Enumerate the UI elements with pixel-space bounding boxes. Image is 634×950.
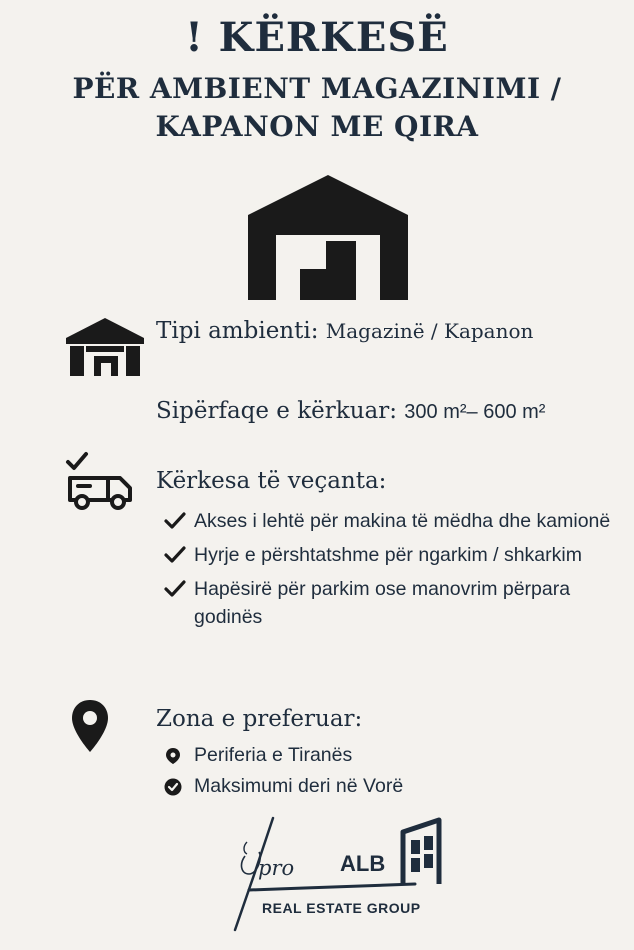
map-pin-icon [70, 698, 110, 754]
logo-pro-text: pro [258, 856, 295, 880]
type-value: Magazinë / Kapanon [325, 319, 534, 343]
requirement-text: Hyrje e përshtatshme për ngarkim / shkarkim [194, 544, 582, 566]
area-value: 300 m²– 600 m² [404, 401, 546, 423]
checkmark-icon [164, 579, 186, 599]
zone-text: Periferia e Tiranës [194, 744, 353, 766]
map-pin-icon [164, 747, 182, 765]
zone-text: Maksimumi deri në Vorë [194, 775, 404, 797]
page-title: ! KËRKESË [185, 14, 449, 61]
list-item [164, 741, 403, 769]
subtitle-line-2: KAPANON ME QIRA [155, 110, 479, 143]
requirement-text: Akses i lehtë për makina të mëdha dhe kamionë [194, 510, 611, 532]
zone-list [164, 741, 403, 803]
area-row [156, 398, 545, 424]
requirement-text: Hapësirë për parkim ose manovrim përpara godinës [194, 578, 571, 628]
warehouse-icon [66, 316, 144, 376]
list-item [164, 507, 614, 535]
checkmark-icon [164, 545, 186, 565]
check-circle-icon [164, 778, 182, 796]
warehouse-icon [248, 175, 408, 300]
requirements-heading: Kërkesa të veçanta: [156, 468, 387, 494]
list-item [164, 772, 403, 800]
type-row [156, 318, 533, 344]
requirements-list [164, 507, 614, 637]
page-subtitle [0, 70, 634, 146]
subtitle-line-1: PËR AMBIENT MAGAZINIMI / [72, 72, 562, 105]
list-item [164, 541, 614, 569]
logo-alb-text: ALB [340, 851, 386, 876]
type-label: Tipi ambienti: [156, 318, 319, 344]
zone-heading: Zona e preferuar: [156, 706, 363, 732]
area-label: Sipërfaqe e kërkuar: [156, 398, 397, 424]
logo-group-text: REAL ESTATE GROUP [262, 900, 421, 916]
truck-check-icon [64, 450, 136, 512]
checkmark-icon [164, 511, 186, 531]
list-item [164, 575, 614, 631]
